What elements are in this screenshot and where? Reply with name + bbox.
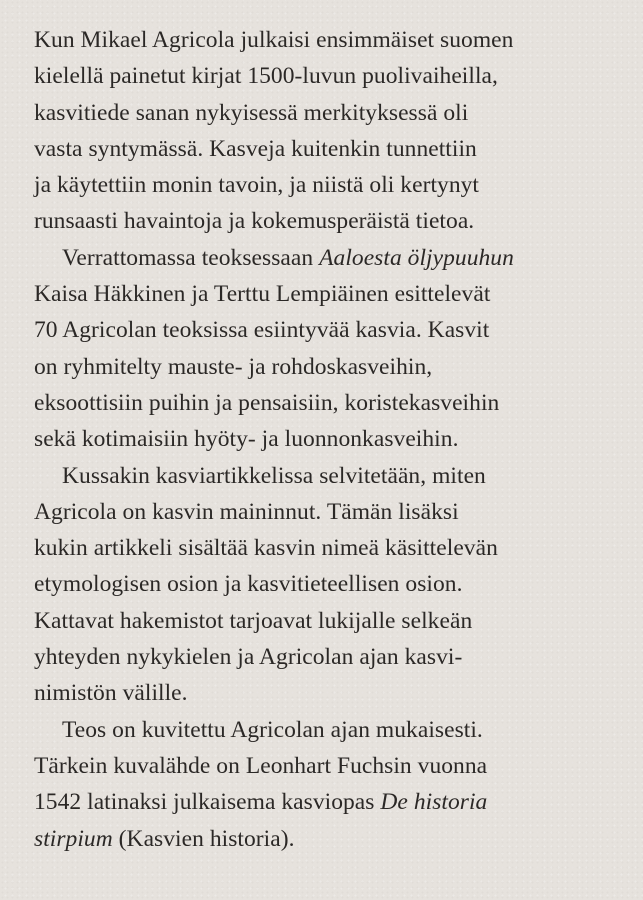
text-line bbox=[34, 784, 631, 820]
text-line bbox=[34, 312, 631, 348]
text-segment: Tärkein kuvalähde on Leonhart Fuchsin vuonna bbox=[34, 752, 488, 779]
paragraph bbox=[34, 458, 631, 712]
text-line bbox=[34, 167, 631, 203]
paragraph bbox=[34, 240, 631, 458]
text-line bbox=[34, 603, 631, 639]
text-segment: Kussakin kasviartikkelissa selvitetään, miten bbox=[62, 462, 486, 489]
text-line bbox=[34, 240, 631, 276]
text-segment: kukin artikkeli sisältää kasvin nimeä käsittelevän bbox=[34, 535, 498, 562]
text-segment: Kun Mikael Agricola julkaisi ensimmäiset suomen bbox=[34, 27, 514, 53]
text-line bbox=[34, 131, 631, 167]
text-line bbox=[34, 385, 631, 421]
text-line bbox=[34, 276, 631, 312]
text-segment: 70 Agricolan teoksissa esiintyvää kasvia. Kasvit bbox=[34, 317, 490, 344]
text-line bbox=[34, 494, 631, 530]
text-line bbox=[34, 58, 631, 94]
text-segment: Kattavat hakemistot tarjoavat lukijalle selkeän bbox=[34, 607, 473, 634]
text-segment: vasta syntymässä. Kasveja kuitenkin tunnettiin bbox=[34, 135, 477, 162]
text-segment: nimistön välille. bbox=[34, 680, 188, 707]
text-segment: kasvitiede sanan nykyisessä merkityksessä oli bbox=[34, 99, 469, 126]
text-line bbox=[34, 458, 631, 494]
text-segment: runsaasti havaintoja ja kokemusperäistä tietoa. bbox=[34, 208, 475, 235]
text-segment: Kaisa Häkkinen ja Terttu Lempiäinen esittelevät bbox=[34, 281, 491, 308]
paragraph bbox=[34, 712, 631, 857]
italic-title-text: Aaloesta öljypuuhun bbox=[319, 244, 514, 271]
paragraph bbox=[34, 22, 631, 240]
italic-title-text: stirpium bbox=[34, 825, 113, 852]
text-segment: eksoottisiin puihin ja pensaisiin, koristekasveihin bbox=[34, 389, 500, 416]
text-segment: yhteyden nykykielen ja Agricolan ajan kasvi- bbox=[34, 644, 463, 671]
text-line bbox=[34, 203, 631, 239]
text-segment: Teos on kuvitettu Agricolan ajan mukaisesti. bbox=[62, 716, 483, 743]
text-segment: (Kasvien historia). bbox=[112, 825, 295, 852]
text-line bbox=[34, 821, 631, 857]
italic-title-text: De historia bbox=[380, 789, 488, 816]
text-line bbox=[34, 675, 631, 711]
text-segment: kielellä painetut kirjat 1500-luvun puolivaiheilla, bbox=[34, 63, 498, 90]
text-segment: etymologisen osion ja kasvitieteellisen osion. bbox=[34, 571, 463, 598]
text-segment: 1542 latinaksi julkaisema kasviopas bbox=[34, 789, 381, 816]
text-line bbox=[34, 566, 631, 602]
text-line bbox=[34, 22, 631, 58]
text-line bbox=[34, 95, 631, 131]
text-line bbox=[34, 748, 631, 784]
text-segment: sekä kotimaisiin hyöty- ja luonnonkasveihin. bbox=[34, 426, 459, 453]
text-line bbox=[34, 712, 631, 748]
text-segment: Agricola on kasvin maininnut. Tämän lisäksi bbox=[34, 498, 459, 525]
text-segment: on ryhmitelty mauste- ja rohdoskasveihin, bbox=[34, 353, 433, 380]
text-line bbox=[34, 421, 631, 457]
text-segment: Verrattomassa teoksessaan bbox=[62, 244, 320, 271]
text-line bbox=[34, 349, 631, 385]
text-segment: ja käytettiin monin tavoin, ja niistä oli kertynyt bbox=[34, 172, 480, 199]
text-line bbox=[34, 530, 631, 566]
text-line bbox=[34, 639, 631, 675]
